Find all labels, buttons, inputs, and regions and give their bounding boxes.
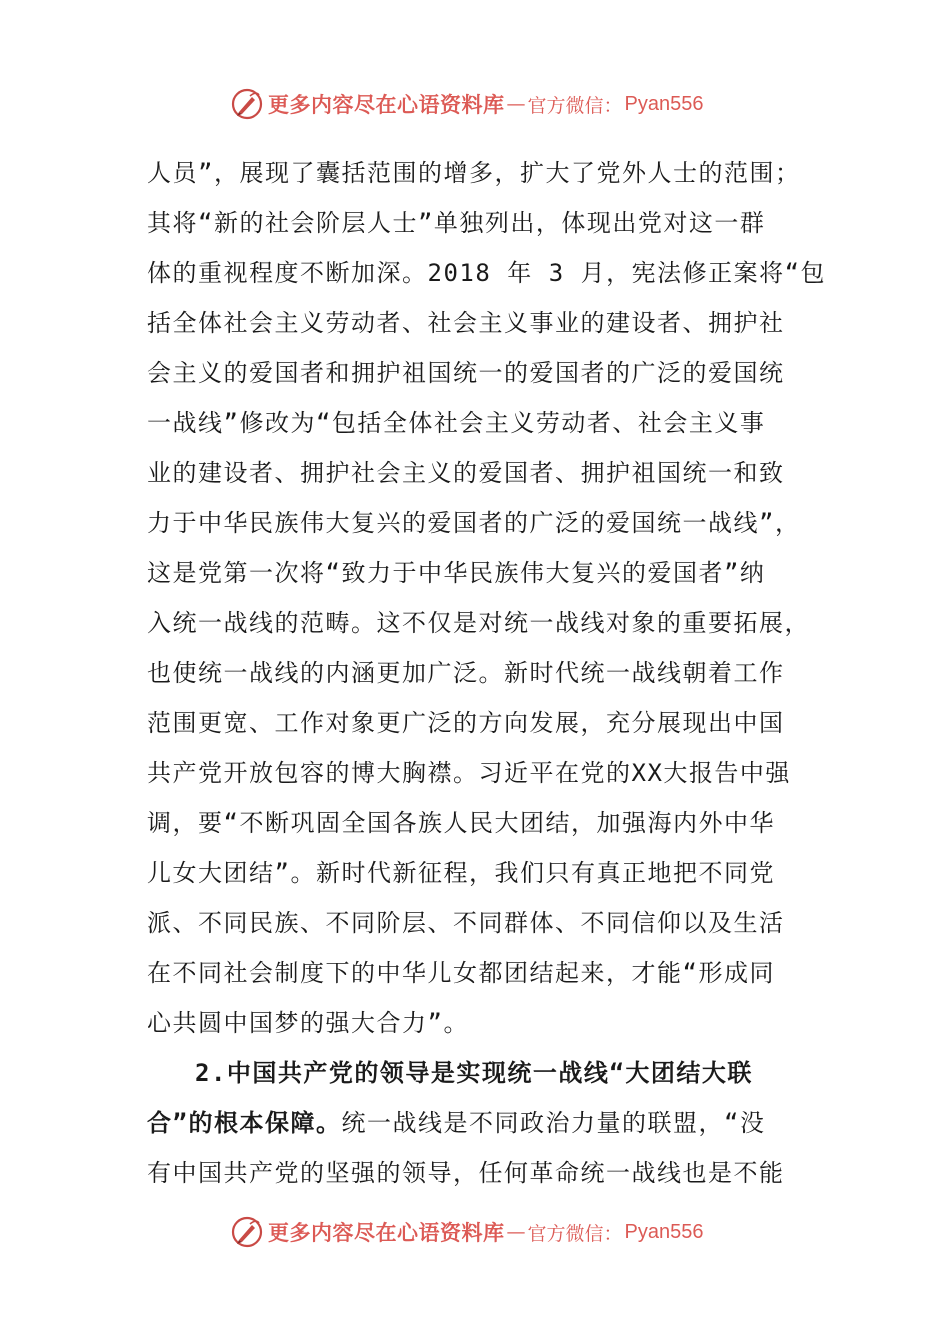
section-heading: 2.中国共产党的领导是实现统一战线“大团结大联 (195, 1059, 753, 1087)
section-heading-end: 合”的根本保障。 (147, 1109, 342, 1137)
watermark-wechat-id: Pyan556 (624, 1220, 704, 1243)
body-line: 业的建设者、拥护社会主义的爱国者、拥护祖国统一和致 (147, 459, 785, 487)
watermark-main-text: 更多内容尽在心语资料库 (268, 92, 505, 117)
body-line: 括全体社会主义劳动者、社会主义事业的建设者、拥护社 (147, 309, 785, 337)
watermark-banner-top (230, 84, 703, 124)
body-line: 其将“新的社会阶层人士”单独列出，体现出党对这一群 (147, 209, 766, 237)
body-line: 入统一战线的范畴。这不仅是对统一战线对象的重要拓展， (147, 609, 810, 637)
watermark-wechat-id: Pyan556 (624, 92, 704, 115)
body-line: 调，要“不断巩固全国各族人民大团结，加强海内外中华 (147, 809, 775, 837)
pen-logo-icon (230, 1215, 264, 1249)
body-line: 心共圆中国梦的强大合力”。 (147, 1009, 469, 1037)
body-line: 共产党开放包容的博大胸襟。习近平在党的XX大报告中强 (147, 759, 791, 787)
body-line: 派、不同民族、不同阶层、不同群体、不同信仰以及生活 (147, 909, 785, 937)
watermark-dash: — (506, 93, 526, 115)
body-line: 人员”，展现了囊括范围的增多，扩大了党外人士的范围； (147, 159, 801, 187)
section-body-start: 统一战线是不同政治力量的联盟，“没 (341, 1109, 766, 1137)
body-line: 有中国共产党的坚强的领导，任何革命统一战线也是不能 (147, 1159, 785, 1187)
watermark-main-text: 更多内容尽在心语资料库 (268, 1220, 505, 1245)
body-line: 范围更宽、工作对象更广泛的方向发展，充分展现出中国 (147, 709, 785, 737)
pen-logo-icon (230, 87, 264, 121)
watermark-sub-text: 官方微信： (527, 94, 623, 117)
body-line: 这是党第一次将“致力于中华民族伟大复兴的爱国者”纳 (147, 559, 766, 587)
body-line: 力于中华民族伟大复兴的爱国者的广泛的爱国统一战线”， (147, 509, 801, 537)
body-line: 会主义的爱国者和拥护祖国统一的爱国者的广泛的爱国统 (147, 359, 785, 387)
document-body (147, 148, 827, 1198)
body-line: 在不同社会制度下的中华儿女都团结起来，才能“形成同 (147, 959, 775, 987)
body-line: 也使统一战线的内涵更加广泛。新时代统一战线朝着工作 (147, 659, 785, 687)
body-line: 体的重视程度不断加深。2018 年 3 月，宪法修正案将“包 (147, 259, 827, 287)
body-line: 一战线”修改为“包括全体社会主义劳动者、社会主义事 (147, 409, 766, 437)
watermark-sub-text: 官方微信： (527, 1222, 623, 1245)
watermark-dash: — (506, 1221, 526, 1243)
section-heading-continuation (147, 1098, 807, 1148)
body-line: 儿女大团结”。新时代新征程，我们只有真正地把不同党 (147, 859, 775, 887)
watermark-banner-bottom (230, 1212, 703, 1252)
